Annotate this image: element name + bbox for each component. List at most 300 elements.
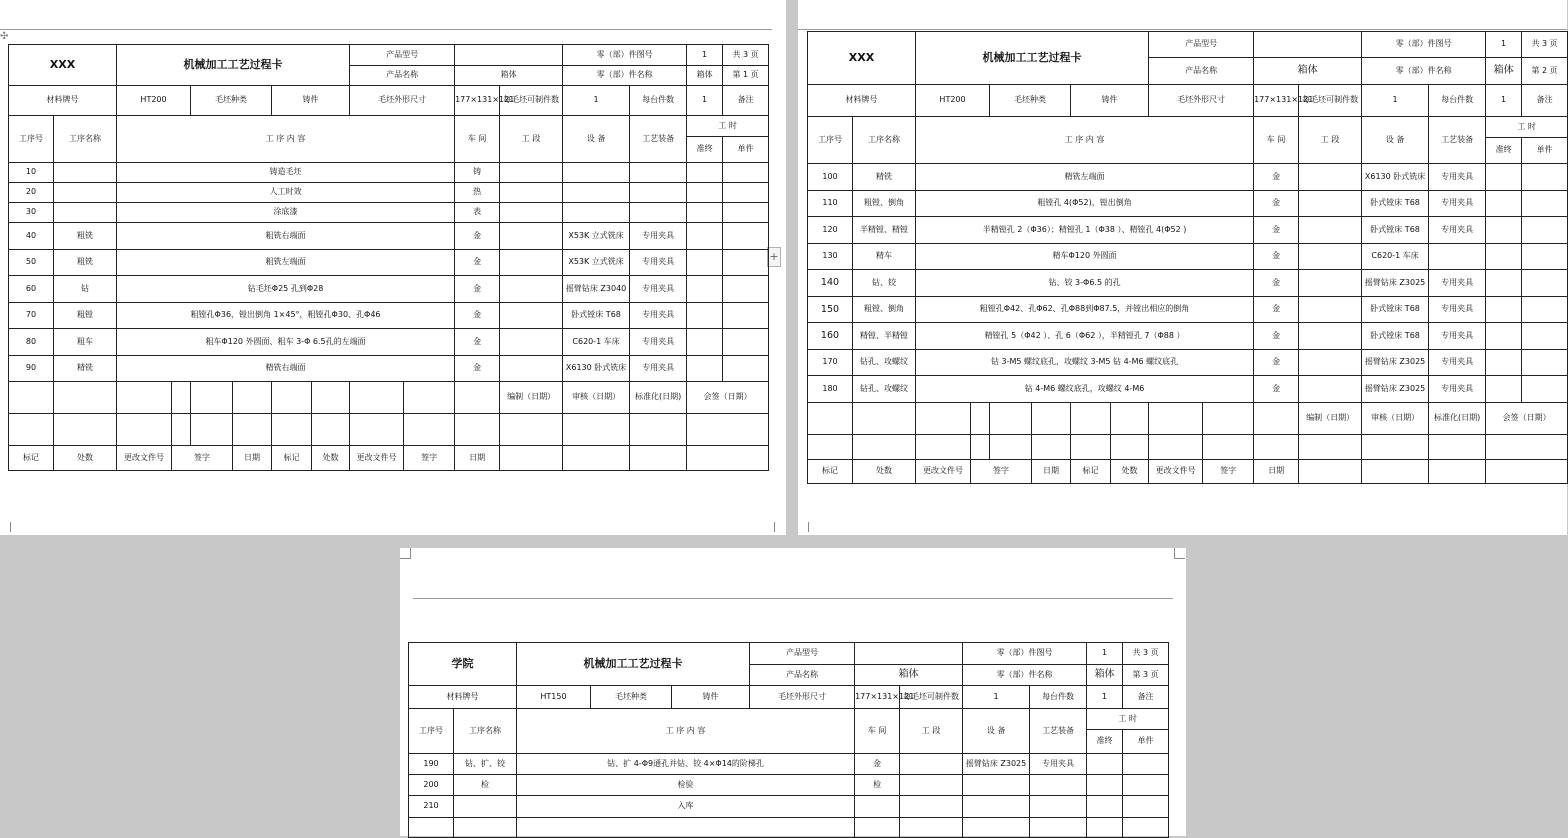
- blank-cell[interactable]: [233, 414, 272, 446]
- op-name-cell[interactable]: [54, 203, 117, 223]
- op-prep-hours-cell[interactable]: [687, 223, 723, 250]
- signature-label-row: [9, 382, 769, 414]
- op-workshop-cell[interactable]: 金: [1254, 376, 1299, 403]
- product-name-value[interactable]: 箱体: [455, 66, 563, 86]
- op-equipment-cell[interactable]: [963, 775, 1030, 796]
- op-content-cell[interactable]: 钻 4-M6 螺纹底孔，攻螺纹 4-M6: [916, 376, 1254, 403]
- op-equipment-cell[interactable]: 卧式镗床 T68: [1362, 297, 1429, 323]
- blank-cell[interactable]: [312, 414, 350, 446]
- op-section-cell[interactable]: [1299, 217, 1362, 244]
- op-prep-hours-cell[interactable]: [1486, 376, 1522, 403]
- op-tooling-cell[interactable]: 专用夹具: [1429, 323, 1486, 350]
- op-section-cell[interactable]: [500, 183, 563, 203]
- op-workshop-cell[interactable]: 金: [1254, 217, 1299, 244]
- op-unit-hours-cell[interactable]: [1522, 270, 1568, 297]
- blank-cell[interactable]: [855, 818, 900, 838]
- op-name-cell[interactable]: 钻孔、攻螺纹: [853, 350, 916, 376]
- blank-cell[interactable]: [455, 414, 500, 446]
- product-model-value[interactable]: [1254, 32, 1362, 58]
- op-workshop-cell[interactable]: 表: [455, 203, 500, 223]
- op-tooling-cell[interactable]: 专用夹具: [1429, 217, 1486, 244]
- signature-blank-cell[interactable]: [500, 414, 563, 446]
- op-section-cell[interactable]: [500, 250, 563, 276]
- table-row: [9, 329, 769, 356]
- op-equipment-cell[interactable]: [963, 796, 1030, 818]
- op-tooling-cell[interactable]: 专用夹具: [630, 303, 687, 329]
- op-no-cell[interactable]: 60: [9, 276, 54, 303]
- op-no-cell[interactable]: 110: [808, 191, 853, 217]
- blank-cell[interactable]: [172, 382, 191, 414]
- signature-blank-cell[interactable]: [687, 414, 769, 446]
- blank-cell[interactable]: [1149, 435, 1203, 460]
- op-no-cell[interactable]: 20: [9, 183, 54, 203]
- blank-cell[interactable]: [1123, 818, 1169, 838]
- blank-cell[interactable]: [117, 382, 172, 414]
- op-unit-hours-cell[interactable]: [1123, 775, 1169, 796]
- table-row: [9, 356, 769, 382]
- op-tooling-cell[interactable]: [1030, 796, 1087, 818]
- op-equipment-cell[interactable]: 摇臂钻床 Z3025: [963, 754, 1030, 775]
- signature-blank-cell[interactable]: [1486, 435, 1568, 460]
- op-content-cell[interactable]: 半精镗孔 2（Φ36）；精镗孔 1（Φ38 ）、精镗孔 4(Φ52 ): [916, 217, 1254, 244]
- op-no-cell[interactable]: 10: [9, 163, 54, 183]
- op-no-cell[interactable]: 180: [808, 376, 853, 403]
- op-section-cell[interactable]: [1299, 164, 1362, 191]
- op-section-cell[interactable]: [1299, 244, 1362, 270]
- op-name-cell[interactable]: 精镗、半精镗: [853, 323, 916, 350]
- op-prep-hours-cell[interactable]: [1087, 796, 1123, 818]
- op-workshop-cell[interactable]: 金: [1254, 297, 1299, 323]
- op-prep-hours-cell[interactable]: [1486, 323, 1522, 350]
- blank-cell[interactable]: [455, 382, 500, 414]
- op-equipment-cell[interactable]: 摇臂钻床 Z3025: [1362, 350, 1429, 376]
- op-content-cell[interactable]: 粗镗孔 4(Φ52)，镗出倒角: [916, 191, 1254, 217]
- op-unit-hours-cell[interactable]: [723, 183, 769, 203]
- op-section-cell[interactable]: [500, 303, 563, 329]
- op-workshop-cell[interactable]: 金: [455, 276, 500, 303]
- op-no-cell[interactable]: 150: [808, 297, 853, 323]
- op-section-cell[interactable]: [900, 775, 963, 796]
- op-workshop-cell[interactable]: 检: [855, 775, 900, 796]
- material-grade-value[interactable]: HT200: [117, 86, 191, 116]
- op-equipment-cell[interactable]: [563, 203, 630, 223]
- signature-blank-cell[interactable]: [630, 446, 687, 471]
- op-content-cell[interactable]: 铸造毛坯: [117, 163, 455, 183]
- op-prep-hours-cell[interactable]: [1486, 297, 1522, 323]
- op-workshop-cell[interactable]: 金: [855, 754, 900, 775]
- blank-type-value[interactable]: 铸件: [672, 686, 750, 709]
- op-content-cell[interactable]: 精铣右端面: [117, 356, 455, 382]
- op-prep-hours-cell[interactable]: [1486, 270, 1522, 297]
- signature-blank-cell[interactable]: [1362, 460, 1429, 484]
- op-section-cell[interactable]: [1299, 323, 1362, 350]
- op-workshop-cell[interactable]: 金: [455, 329, 500, 356]
- blank-cell[interactable]: [191, 414, 233, 446]
- blank-cell[interactable]: [172, 414, 191, 446]
- op-tooling-cell[interactable]: [630, 203, 687, 223]
- op-no-cell[interactable]: 100: [808, 164, 853, 191]
- per-blank-value[interactable]: 1: [1362, 85, 1429, 117]
- product-name-value[interactable]: 箱体: [855, 665, 963, 686]
- op-no-cell[interactable]: 90: [9, 356, 54, 382]
- blank-cell[interactable]: [971, 435, 990, 460]
- op-no-cell[interactable]: [409, 818, 454, 838]
- op-content-cell[interactable]: 精铣左端面: [916, 164, 1254, 191]
- op-unit-hours-cell[interactable]: [723, 203, 769, 223]
- blank-cell[interactable]: [1203, 435, 1254, 460]
- op-content-cell[interactable]: 钻 3-M5 螺纹底孔，攻螺纹 3-M5 钻 4-M6 螺纹底孔: [916, 350, 1254, 376]
- op-no-cell[interactable]: 30: [9, 203, 54, 223]
- blank-cell[interactable]: [1071, 435, 1111, 460]
- op-workshop-cell[interactable]: 铸: [455, 163, 500, 183]
- op-prep-hours-cell[interactable]: [687, 276, 723, 303]
- blank-cell[interactable]: [963, 818, 1030, 838]
- blank-cell[interactable]: [808, 403, 853, 435]
- op-name-cell[interactable]: [454, 796, 517, 818]
- blank-cell[interactable]: [1254, 435, 1299, 460]
- signature-blank-cell[interactable]: [630, 414, 687, 446]
- product-model-value[interactable]: [455, 45, 563, 66]
- op-tooling-cell[interactable]: 专用夹具: [630, 329, 687, 356]
- op-section-cell[interactable]: [1299, 297, 1362, 323]
- blank-cell[interactable]: [808, 435, 853, 460]
- op-tooling-cell[interactable]: [1030, 775, 1087, 796]
- blank-cell[interactable]: [1254, 403, 1299, 435]
- op-prep-hours-cell[interactable]: [1486, 164, 1522, 191]
- op-section-cell[interactable]: [500, 163, 563, 183]
- revision-footer-row: [9, 446, 769, 471]
- op-no-cell[interactable]: 80: [9, 329, 54, 356]
- blank-cell[interactable]: [272, 414, 312, 446]
- col-header-section: 工 段: [1299, 117, 1362, 164]
- op-unit-hours-cell[interactable]: [1522, 217, 1568, 244]
- op-section-cell[interactable]: [500, 276, 563, 303]
- op-name-cell[interactable]: 精铣: [853, 164, 916, 191]
- op-tooling-cell[interactable]: 专用夹具: [1429, 297, 1486, 323]
- per-blank-value[interactable]: 1: [563, 86, 630, 116]
- product-name-value[interactable]: 箱体: [1254, 58, 1362, 85]
- op-tooling-cell[interactable]: 专用夹具: [630, 250, 687, 276]
- signature-blank-cell[interactable]: [1429, 435, 1486, 460]
- blank-cell[interactable]: [990, 403, 1032, 435]
- op-equipment-cell[interactable]: [563, 163, 630, 183]
- part-name-value[interactable]: 箱体: [1486, 58, 1522, 85]
- op-name-cell[interactable]: 钻: [54, 276, 117, 303]
- op-tooling-cell[interactable]: [630, 163, 687, 183]
- per-blank-value[interactable]: 1: [963, 686, 1030, 709]
- signature-blank-cell[interactable]: [1429, 460, 1486, 484]
- op-unit-hours-cell[interactable]: [1522, 191, 1568, 217]
- school-cell: XXX: [9, 45, 117, 86]
- remark-label: 备注: [1123, 686, 1169, 709]
- op-name-cell[interactable]: 检: [454, 775, 517, 796]
- blank-cell[interactable]: [1032, 403, 1071, 435]
- op-no-cell[interactable]: 140: [808, 270, 853, 297]
- op-workshop-cell[interactable]: 金: [1254, 350, 1299, 376]
- op-tooling-cell[interactable]: 专用夹具: [630, 223, 687, 250]
- blank-cell[interactable]: [853, 435, 916, 460]
- op-section-cell[interactable]: [900, 754, 963, 775]
- op-prep-hours-cell[interactable]: [687, 203, 723, 223]
- op-content-cell[interactable]: 钻、扩 4-Φ9通孔并钻、铰 4×Φ14的阶梯孔: [517, 754, 855, 775]
- op-section-cell[interactable]: [500, 329, 563, 356]
- op-name-cell[interactable]: 钻孔、攻螺纹: [853, 376, 916, 403]
- op-prep-hours-cell[interactable]: [687, 183, 723, 203]
- op-section-cell[interactable]: [900, 796, 963, 818]
- op-name-cell[interactable]: 钻、扩、铰: [454, 754, 517, 775]
- material-grade-value[interactable]: HT200: [916, 85, 990, 117]
- op-workshop-cell[interactable]: 金: [1254, 164, 1299, 191]
- op-equipment-cell[interactable]: 卧式镗床 T68: [1362, 191, 1429, 217]
- op-content-cell[interactable]: [517, 818, 855, 838]
- op-name-cell[interactable]: [54, 163, 117, 183]
- op-workshop-cell[interactable]: 金: [1254, 191, 1299, 217]
- signature-blank-cell[interactable]: [500, 446, 563, 471]
- table-row: [808, 350, 1568, 376]
- op-equipment-cell[interactable]: 卧式镗床 T68: [1362, 323, 1429, 350]
- blank-cell[interactable]: [1030, 818, 1087, 838]
- op-name-cell[interactable]: [54, 183, 117, 203]
- op-unit-hours-cell[interactable]: [1522, 164, 1568, 191]
- op-section-cell[interactable]: [1299, 350, 1362, 376]
- blank-cell[interactable]: [1149, 403, 1203, 435]
- blank-size-value[interactable]: 177×131×121: [1254, 85, 1299, 117]
- per-unit-value[interactable]: 1: [687, 86, 723, 116]
- op-content-cell[interactable]: 粗镗孔Φ36，镗出倒角 1×45°，粗镗孔Φ30、孔Φ46: [117, 303, 455, 329]
- footer-places-label: 处数: [853, 460, 916, 484]
- op-content-cell[interactable]: 涂底漆: [117, 203, 455, 223]
- op-content-cell[interactable]: 人工时效: [117, 183, 455, 203]
- part-no-value[interactable]: 1: [1486, 32, 1522, 58]
- blank-cell[interactable]: [971, 403, 990, 435]
- blank-cell[interactable]: [853, 403, 916, 435]
- op-content-cell[interactable]: 钻、铰 3-Φ6.5 的孔: [916, 270, 1254, 297]
- op-tooling-cell[interactable]: 专用夹具: [630, 356, 687, 382]
- blank-cell[interactable]: [9, 414, 54, 446]
- signature-blank-cell[interactable]: [1299, 435, 1362, 460]
- op-workshop-cell[interactable]: [855, 796, 900, 818]
- blank-cell[interactable]: [54, 414, 117, 446]
- signature-blank-cell[interactable]: [1486, 460, 1568, 484]
- op-workshop-cell[interactable]: 金: [455, 223, 500, 250]
- per-unit-value[interactable]: 1: [1486, 85, 1522, 117]
- material-grade-value[interactable]: HT150: [517, 686, 591, 709]
- op-prep-hours-cell[interactable]: [1087, 754, 1123, 775]
- op-name-cell[interactable]: 粗车: [54, 329, 117, 356]
- per-unit-label: 每台件数: [1429, 85, 1486, 117]
- part-no-value[interactable]: 1: [1087, 643, 1123, 665]
- op-section-cell[interactable]: [500, 223, 563, 250]
- add-row-plus-icon[interactable]: +: [767, 247, 781, 267]
- op-prep-hours-cell[interactable]: [687, 329, 723, 356]
- blank-size-value[interactable]: 177×131×121: [455, 86, 500, 116]
- op-equipment-cell[interactable]: X53K 立式铣床: [563, 250, 630, 276]
- blank-cell[interactable]: [1087, 818, 1123, 838]
- op-equipment-cell[interactable]: X53K 立式铣床: [563, 223, 630, 250]
- op-tooling-cell[interactable]: 专用夹具: [1429, 164, 1486, 191]
- blank-cell[interactable]: [1111, 403, 1149, 435]
- op-tooling-cell[interactable]: 专用夹具: [1429, 350, 1486, 376]
- card-title: 机械加工工艺过程卡: [117, 45, 350, 86]
- blank-type-value[interactable]: 铸件: [272, 86, 350, 116]
- blank-cell[interactable]: [1203, 403, 1254, 435]
- part-name-value[interactable]: 箱体: [687, 66, 723, 86]
- blank-cell[interactable]: [312, 382, 350, 414]
- op-prep-hours-cell[interactable]: [1087, 775, 1123, 796]
- blank-cell[interactable]: [233, 382, 272, 414]
- blank-cell[interactable]: [9, 382, 54, 414]
- op-prep-hours-cell[interactable]: [1486, 217, 1522, 244]
- blank-cell[interactable]: [404, 414, 455, 446]
- blank-cell[interactable]: [916, 403, 971, 435]
- op-unit-hours-cell[interactable]: [723, 356, 769, 382]
- op-section-cell[interactable]: [500, 356, 563, 382]
- op-equipment-cell[interactable]: C620-1 车床: [563, 329, 630, 356]
- op-prep-hours-cell[interactable]: [1486, 350, 1522, 376]
- op-unit-hours-cell[interactable]: [1522, 323, 1568, 350]
- op-workshop-cell[interactable]: 金: [455, 356, 500, 382]
- op-content-cell[interactable]: 入库: [517, 796, 855, 818]
- op-no-cell[interactable]: 190: [409, 754, 454, 775]
- blank-cell[interactable]: [990, 435, 1032, 460]
- blank-cell[interactable]: [350, 414, 404, 446]
- op-tooling-cell[interactable]: [1429, 244, 1486, 270]
- op-name-cell[interactable]: 精铣: [54, 356, 117, 382]
- op-no-cell[interactable]: 210: [409, 796, 454, 818]
- op-tooling-cell[interactable]: 专用夹具: [1030, 754, 1087, 775]
- op-unit-hours-cell[interactable]: [1123, 796, 1169, 818]
- op-no-cell[interactable]: 120: [808, 217, 853, 244]
- op-prep-hours-cell[interactable]: [687, 250, 723, 276]
- op-section-cell[interactable]: [1299, 270, 1362, 297]
- op-name-cell[interactable]: 粗铣: [54, 223, 117, 250]
- op-name-cell[interactable]: 粗铣: [54, 250, 117, 276]
- op-equipment-cell[interactable]: 摇臂钻床 Z3040: [563, 276, 630, 303]
- op-workshop-cell[interactable]: 金: [1254, 244, 1299, 270]
- op-no-cell[interactable]: 130: [808, 244, 853, 270]
- op-prep-hours-cell[interactable]: [687, 356, 723, 382]
- signature-blank-cell[interactable]: [687, 446, 769, 471]
- op-equipment-cell[interactable]: X6130 卧式铣床: [1362, 164, 1429, 191]
- col-header-op-no: 工序号: [409, 709, 454, 754]
- op-unit-hours-cell[interactable]: [723, 329, 769, 356]
- op-equipment-cell[interactable]: X6130 卧式铣床: [563, 356, 630, 382]
- op-section-cell[interactable]: [500, 203, 563, 223]
- op-tooling-cell[interactable]: [630, 183, 687, 203]
- op-no-cell[interactable]: 70: [9, 303, 54, 329]
- op-content-cell[interactable]: 粗车Φ120 外圆面、粗车 3-Φ 6.5孔的左端面: [117, 329, 455, 356]
- op-unit-hours-cell[interactable]: [723, 276, 769, 303]
- op-unit-hours-cell[interactable]: [723, 223, 769, 250]
- blank-type-value[interactable]: 铸件: [1071, 85, 1149, 117]
- op-no-cell[interactable]: 160: [808, 323, 853, 350]
- op-workshop-cell[interactable]: 金: [455, 303, 500, 329]
- signature-blank-cell[interactable]: [1362, 435, 1429, 460]
- blank-cell[interactable]: [1111, 435, 1149, 460]
- blank-cell[interactable]: [191, 382, 233, 414]
- op-unit-hours-cell[interactable]: [1123, 754, 1169, 775]
- blank-cell[interactable]: [1032, 435, 1071, 460]
- op-no-cell[interactable]: 170: [808, 350, 853, 376]
- op-content-cell[interactable]: 检验: [517, 775, 855, 796]
- op-unit-hours-cell[interactable]: [723, 163, 769, 183]
- op-equipment-cell[interactable]: 卧式镗床 T68: [563, 303, 630, 329]
- op-content-cell[interactable]: 粗镗孔Φ42、孔Φ62、孔Φ88到Φ87.5，并镗出相应的倒角: [916, 297, 1254, 323]
- op-workshop-cell[interactable]: 热: [455, 183, 500, 203]
- signature-blank-cell[interactable]: [563, 414, 630, 446]
- op-unit-hours-cell[interactable]: [1522, 244, 1568, 270]
- op-name-cell[interactable]: [454, 818, 517, 838]
- op-name-cell[interactable]: 粗镗、倒角: [853, 191, 916, 217]
- op-tooling-cell[interactable]: 专用夹具: [630, 276, 687, 303]
- signature-blank-cell[interactable]: [563, 446, 630, 471]
- op-section-cell[interactable]: [1299, 191, 1362, 217]
- blank-cell[interactable]: [900, 818, 963, 838]
- op-equipment-cell[interactable]: C620-1 车床: [1362, 244, 1429, 270]
- op-tooling-cell[interactable]: 专用夹具: [1429, 191, 1486, 217]
- product-model-label: 产品型号: [1149, 32, 1254, 58]
- op-equipment-cell[interactable]: 卧式镗床 T68: [1362, 217, 1429, 244]
- op-name-cell[interactable]: 精车: [853, 244, 916, 270]
- op-workshop-cell[interactable]: 金: [1254, 323, 1299, 350]
- per-unit-value[interactable]: 1: [1087, 686, 1123, 709]
- op-unit-hours-cell[interactable]: [723, 250, 769, 276]
- op-name-cell[interactable]: 钻、铰: [853, 270, 916, 297]
- signature-blank-cell[interactable]: [1299, 460, 1362, 484]
- product-model-value[interactable]: [855, 643, 963, 665]
- op-content-cell[interactable]: 粗铣左端面: [117, 250, 455, 276]
- op-prep-hours-cell[interactable]: [1486, 244, 1522, 270]
- op-unit-hours-cell[interactable]: [1522, 297, 1568, 323]
- blank-cell[interactable]: [916, 435, 971, 460]
- op-equipment-cell[interactable]: 摇臂钻床 Z3025: [1362, 376, 1429, 403]
- op-unit-hours-cell[interactable]: [1522, 350, 1568, 376]
- op-no-cell[interactable]: 40: [9, 223, 54, 250]
- op-prep-hours-cell[interactable]: [1486, 191, 1522, 217]
- op-name-cell[interactable]: 粗镗、倒角: [853, 297, 916, 323]
- blank-cell[interactable]: [404, 382, 455, 414]
- part-name-value[interactable]: 箱体: [1087, 665, 1123, 686]
- table-move-handle-icon[interactable]: ✣: [0, 31, 9, 42]
- part-no-value[interactable]: 1: [687, 45, 723, 66]
- blank-cell[interactable]: [1071, 403, 1111, 435]
- op-equipment-cell[interactable]: [563, 183, 630, 203]
- blank-cell[interactable]: [350, 382, 404, 414]
- op-name-cell[interactable]: 粗镗: [54, 303, 117, 329]
- blank-cell[interactable]: [54, 382, 117, 414]
- op-workshop-cell[interactable]: 金: [1254, 270, 1299, 297]
- op-content-cell[interactable]: 钻毛坯Φ25 孔到Φ28: [117, 276, 455, 303]
- op-workshop-cell[interactable]: 金: [455, 250, 500, 276]
- op-equipment-cell[interactable]: 摇臂钻床 Z3025: [1362, 270, 1429, 297]
- op-tooling-cell[interactable]: 专用夹具: [1429, 376, 1486, 403]
- op-no-cell[interactable]: 200: [409, 775, 454, 796]
- op-no-cell[interactable]: 50: [9, 250, 54, 276]
- op-content-cell[interactable]: 粗铣右端面: [117, 223, 455, 250]
- blank-cell[interactable]: [117, 414, 172, 446]
- op-prep-hours-cell[interactable]: [687, 303, 723, 329]
- op-unit-hours-cell[interactable]: [1522, 376, 1568, 403]
- op-section-cell[interactable]: [1299, 376, 1362, 403]
- op-tooling-cell[interactable]: 专用夹具: [1429, 270, 1486, 297]
- op-content-cell[interactable]: 精车Φ120 外圆面: [916, 244, 1254, 270]
- op-name-cell[interactable]: 半精镗、精镗: [853, 217, 916, 244]
- op-prep-hours-cell[interactable]: [687, 163, 723, 183]
- blank-cell[interactable]: [272, 382, 312, 414]
- op-unit-hours-cell[interactable]: [723, 303, 769, 329]
- op-content-cell[interactable]: 精镗孔 5（Φ42 ）、孔 6（Φ62 ），半精镗孔 7（Φ88 ）: [916, 323, 1254, 350]
- blank-size-value[interactable]: 177×131×121: [855, 686, 900, 709]
